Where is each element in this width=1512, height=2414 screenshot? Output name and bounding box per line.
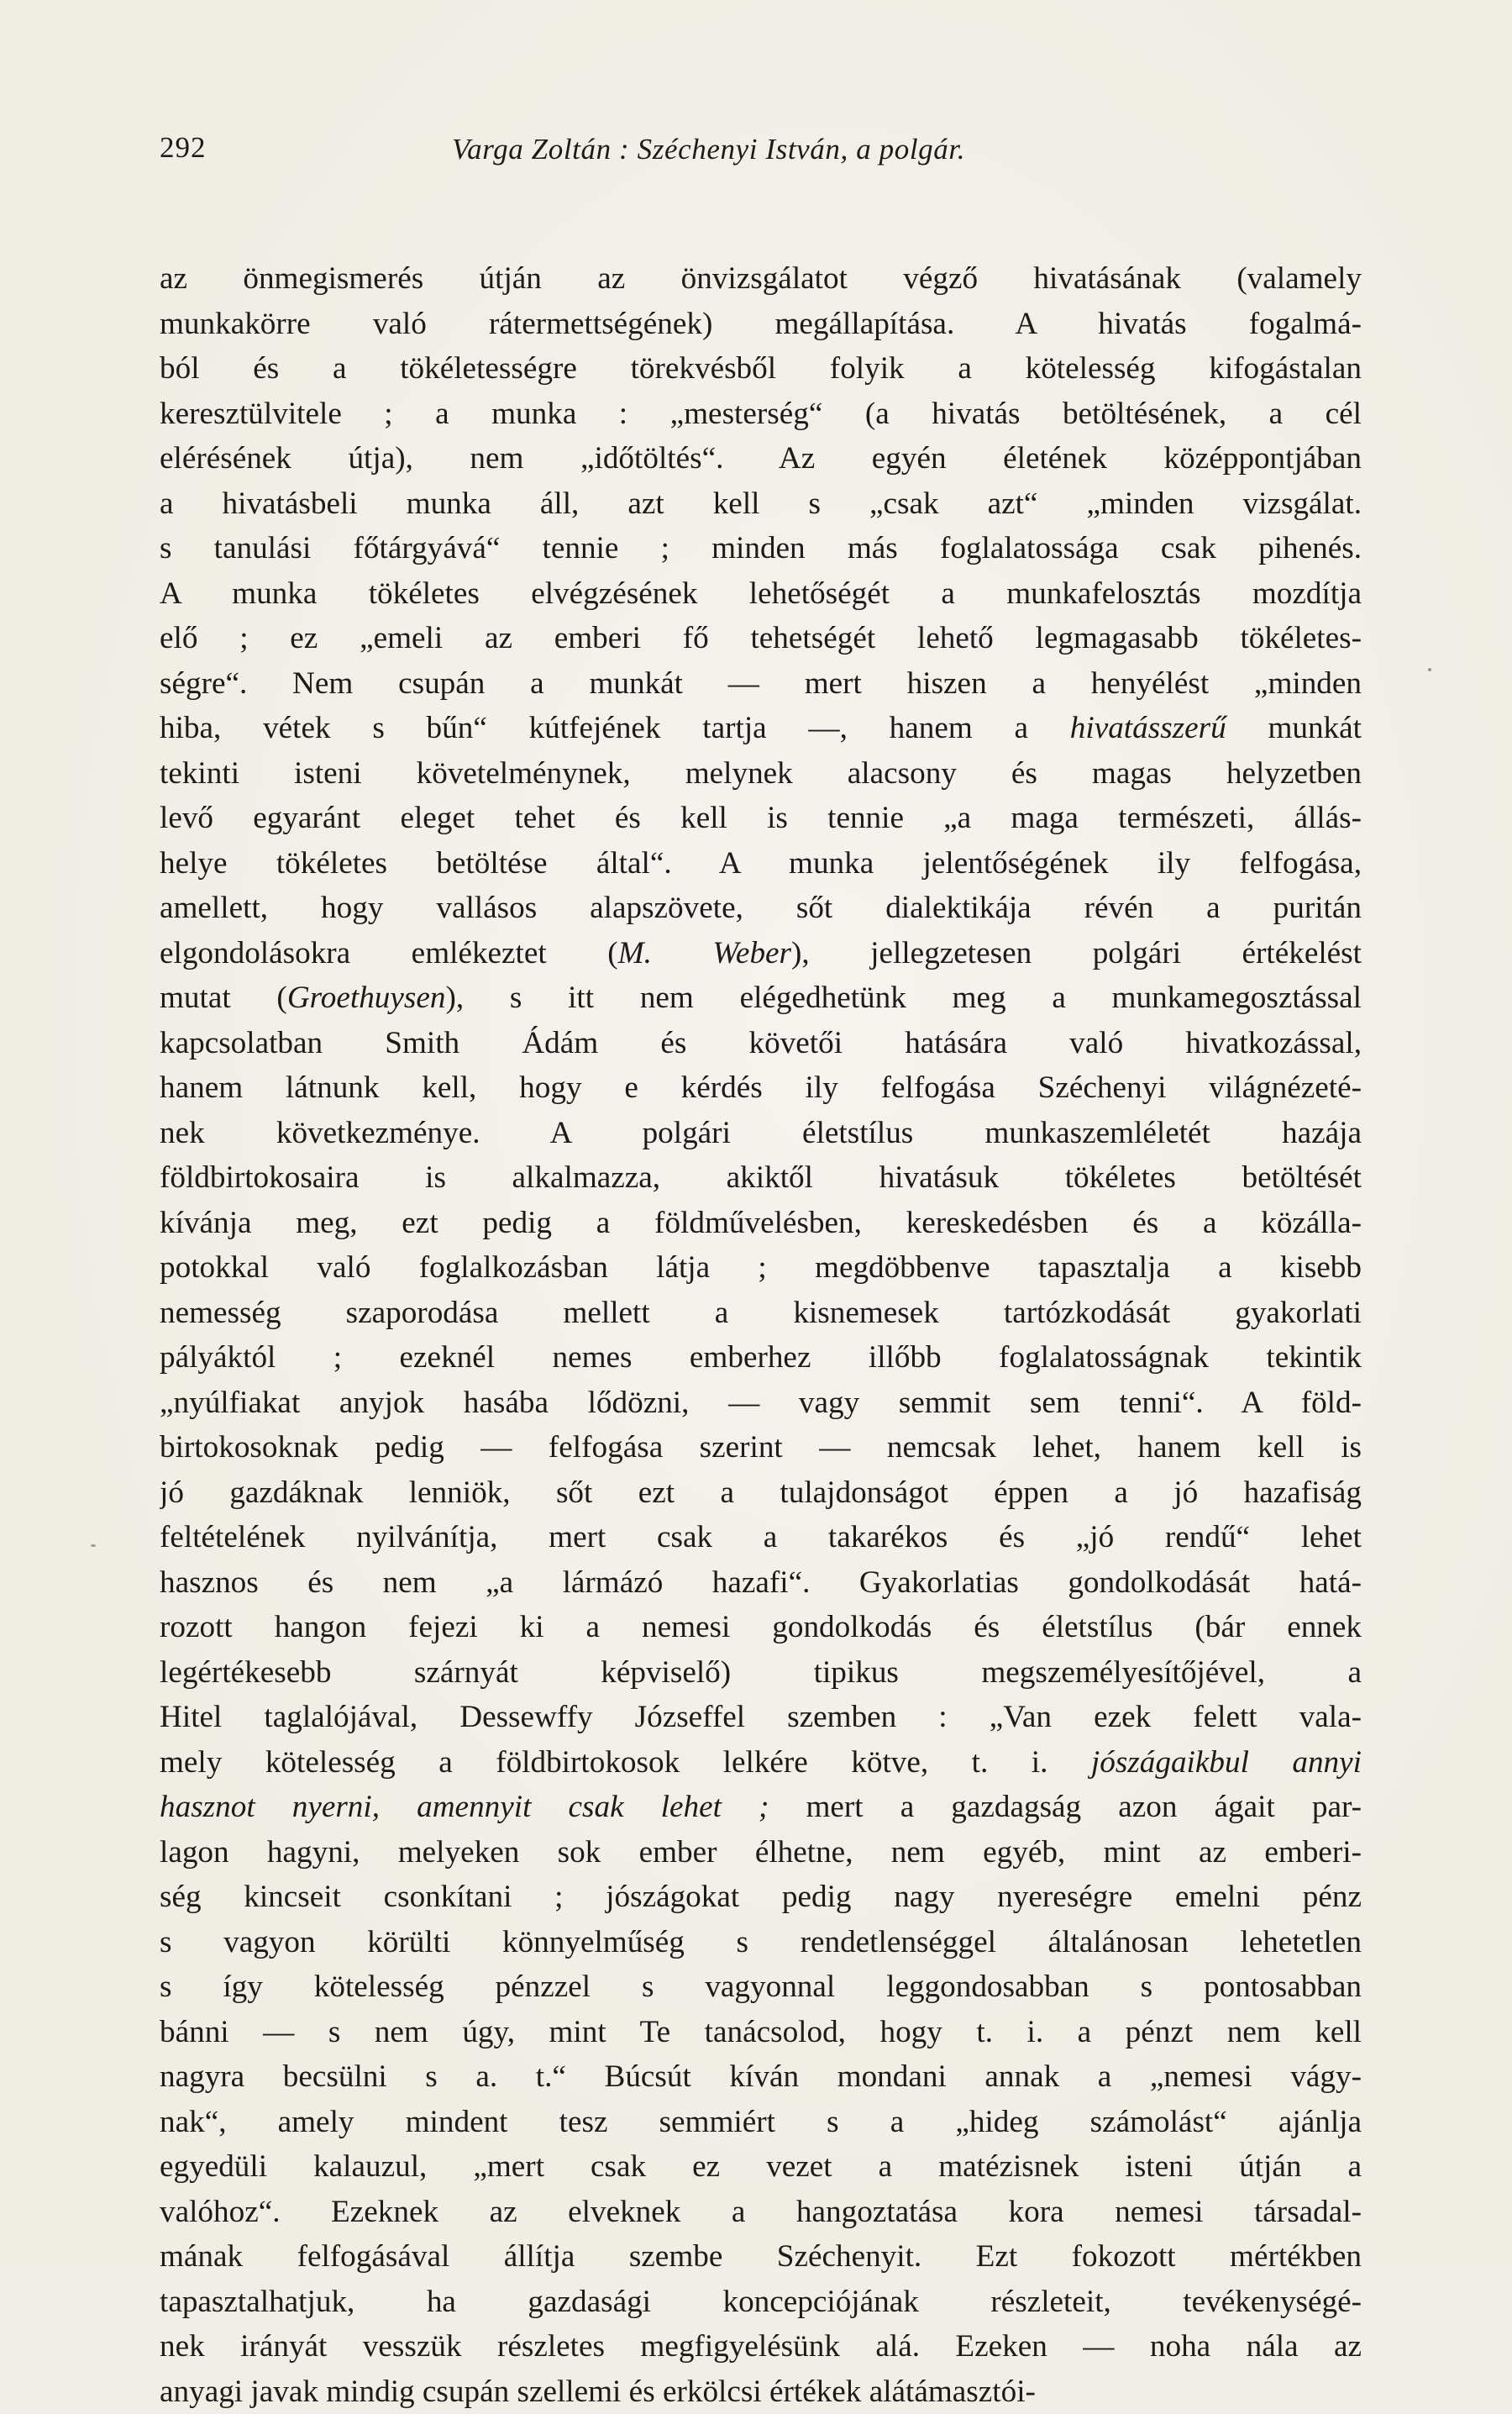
text-line: [160, 526, 1362, 571]
text-run: nemesség szaporodása mellett a kisnemesek tartózkodását gyakorlati: [160, 1296, 1362, 1330]
text-line: [160, 1964, 1362, 2010]
text-line: [160, 1830, 1362, 1875]
text-run: elgondolásokra emlékeztet (: [160, 936, 618, 970]
text-line: [160, 1695, 1362, 1740]
text-run: feltételének nyilvánítja, mert csak a takarékos és „jó rendű“ lehet: [160, 1520, 1362, 1554]
text-line: [160, 931, 1362, 976]
italic-text: hasznot nyerni, amennyit csak lehet ;: [160, 1790, 769, 1824]
text-run: legértékesebb szárnyát képviselő) tipikus megszemélyesítőjével, a: [160, 1655, 1362, 1690]
text-line: [160, 1785, 1362, 1830]
text-run: mutat (: [160, 981, 287, 1015]
text-line: [160, 886, 1362, 931]
text-line: [160, 796, 1362, 841]
text-run: földbirtokosaira is alkalmazza, akiktől hivatásuk tökéletes betöltését: [160, 1160, 1362, 1195]
text-run: nagyra becsülni s a. t.“ Búcsút kíván mondani annak a „nemesi vágy-: [160, 2059, 1362, 2094]
text-line: [160, 1425, 1362, 1470]
text-line: [160, 976, 1362, 1021]
text-run: tekinti isteni követelménynek, melynek alacsony és magas helyzetben: [160, 756, 1362, 791]
text-run: Hitel taglalójával, Dessewffy Józseffel szemben : „Van ezek felett vala-: [160, 1700, 1362, 1734]
text-line: [160, 2144, 1362, 2190]
text-run: pályáktól ; ezeknél nemes emberhez illőbb foglalatosságnak tekintik: [160, 1340, 1362, 1375]
text-line: [160, 1335, 1362, 1381]
text-line: [160, 1245, 1362, 1291]
text-run: „nyúlfiakat anyjok hasába lődözni, — vagy semmit sem tenni“. A föld-: [160, 1386, 1362, 1420]
text-run: bánni — s nem úgy, mint Te tanácsolod, hogy t. i. a pénzt nem kell: [160, 2015, 1362, 2049]
text-run: hiba, vétek s bűn“ kútfejének tartja —, hanem a: [160, 711, 1070, 745]
text-run: keresztülvitele ; a munka : „mesterség“ (a hivatás betöltésének, a cél: [160, 397, 1362, 431]
text-run: nak“, amely mindent tesz semmiért s a „hideg számolást“ ajánlja: [160, 2105, 1362, 2139]
text-line: [160, 706, 1362, 751]
text-line: [160, 346, 1362, 392]
paper-speck: [1428, 668, 1431, 671]
text-run: potokkal való foglalkozásban látja ; megdöbbenve tapasztalja a kisebb: [160, 1250, 1362, 1285]
text-run: ), jellegzetesen polgári értékelést: [791, 936, 1362, 970]
text-run: amellett, hogy vallásos alapszövete, sőt dialektikája révén a puritán: [160, 891, 1362, 925]
text-run: s vagyon körülti könnyelműség s rendetlenséggel általánosan lehetetlen: [160, 1925, 1362, 1959]
text-run: ból és a tökéletességre törekvésből folyik a kötelesség kifogástalan: [160, 351, 1362, 386]
text-line: [160, 1515, 1362, 1560]
text-line: [160, 1021, 1362, 1066]
text-line: [160, 2280, 1362, 2325]
text-run: nek irányát vesszük részletes megfigyelésünk alá. Ezeken — noha nála az: [160, 2329, 1362, 2364]
text-line: [160, 616, 1362, 661]
text-run: kívánja meg, ezt pedig a földművelésben, kereskedésben és a közálla-: [160, 1206, 1362, 1240]
text-line: [160, 2010, 1362, 2055]
text-run: mának felfogásával állítja szembe Széchenyit. Ezt fokozott mértékben: [160, 2239, 1362, 2274]
italic-text: hivatásszerű: [1070, 711, 1226, 745]
italic-text: jószágaikbul annyi: [1091, 1745, 1362, 1780]
text-line: [160, 1470, 1362, 1516]
text-run: ), s itt nem elégedhetünk meg a munkamegosztással: [445, 981, 1362, 1015]
text-line: [160, 751, 1362, 797]
text-run: rozott hangon fejezi ki a nemesi gondolkodás és életstílus (bár ennek: [160, 1610, 1362, 1644]
text-run: A munka tökéletes elvégzésének lehetőségét a munkafelosztás mozdítja: [160, 576, 1362, 611]
text-run: levő egyaránt eleget tehet és kell is tennie „a maga természeti, állás-: [160, 801, 1362, 835]
paper-speck: [91, 1544, 96, 1547]
text-run: munkakörre való rátermettségének) megállapítása. A hivatás fogalmá-: [160, 307, 1362, 341]
text-run: munkát: [1226, 711, 1362, 745]
text-line: [160, 256, 1362, 302]
text-line: [160, 481, 1362, 527]
text-run: s tanulási főtárgyává“ tennie ; minden más foglalatossága csak pihenés.: [160, 531, 1362, 565]
text-run: tapasztalhatjuk, ha gazdasági koncepciójának részleteit, tevékenységé-: [160, 2285, 1362, 2319]
text-run: a hivatásbeli munka áll, azt kell s „csak azt“ „minden vizsgálat.: [160, 486, 1362, 521]
text-line: [160, 2369, 1362, 2414]
text-line: [160, 1065, 1362, 1111]
text-run: lagon hagyni, melyeken sok ember élhetne, nem egyéb, mint az emberi-: [160, 1835, 1362, 1870]
text-run: hanem látnunk kell, hogy e kérdés ily felfogása Széchenyi világnézeté-: [160, 1070, 1362, 1105]
text-line: [160, 1740, 1362, 1786]
text-line: [160, 1155, 1362, 1201]
page-header: [160, 126, 1361, 176]
text-run: valóhoz“. Ezeknek az elveknek a hangoztatása kora nemesi társadal-: [160, 2195, 1362, 2229]
text-line: [160, 661, 1362, 707]
text-run: ség kincseit csonkítani ; jószágokat pedig nagy nyereségre emelni pénz: [160, 1880, 1362, 1914]
text-line: [160, 1920, 1362, 1965]
text-line: [160, 1381, 1362, 1426]
text-run: ségre“. Nem csupán a munkát — mert hiszen a henyélést „minden: [160, 666, 1362, 701]
text-run: elő ; ez „emeli az emberi fő tehetségét lehető legmagasabb tökéletes-: [160, 621, 1362, 655]
page-number: 292: [160, 131, 207, 165]
text-run: egyedüli kalauzul, „mert csak ez vezet a matézisnek isteni útján a: [160, 2149, 1362, 2184]
text-line: [160, 841, 1362, 886]
italic-text: M. Weber: [618, 936, 791, 970]
text-line: [160, 1111, 1362, 1156]
text-run: hasznos és nem „a lármázó hazafi“. Gyakorlatias gondolkodását hatá-: [160, 1565, 1362, 1600]
text-run: helye tökéletes betöltése által“. A munka jelentőségének ily felfogása,: [160, 846, 1362, 881]
text-line: [160, 2234, 1362, 2280]
text-run: mert a gazdagság azon ágait par-: [769, 1790, 1362, 1824]
text-run: birtokosoknak pedig — felfogása szerint — nemcsak lehet, hanem kell is: [160, 1430, 1362, 1465]
text-run: mely kötelesség a földbirtokosok lelkére kötve, t. i.: [160, 1745, 1091, 1780]
body-text: [160, 256, 1362, 2414]
text-line: [160, 2054, 1362, 2100]
text-run: kapcsolatban Smith Ádám és követői hatására való hivatkozással,: [160, 1026, 1362, 1060]
text-line: [160, 2100, 1362, 2145]
text-line: [160, 1560, 1362, 1606]
text-line: [160, 2190, 1362, 2235]
text-run: s így kötelesség pénzzel s vagyonnal leggondosabban s pontosabban: [160, 1970, 1362, 2004]
text-line: [160, 1875, 1362, 1920]
text-line: [160, 571, 1362, 617]
text-line: [160, 302, 1362, 347]
text-line: [160, 1291, 1362, 1336]
text-line: [160, 1605, 1362, 1650]
text-run: anyagi javak mindig csupán szellemi és erkölcsi értékek alátámasztói-: [160, 2375, 1036, 2409]
text-line: [160, 2324, 1362, 2369]
text-run: nek következménye. A polgári életstílus munkaszemléletét hazája: [160, 1116, 1362, 1150]
text-line: [160, 392, 1362, 437]
text-line: [160, 1201, 1362, 1246]
text-run: az önmegismerés útján az önvizsgálatot végző hivatásának (valamely: [160, 261, 1362, 296]
text-line: [160, 1650, 1362, 1696]
running-head: Varga Zoltán : Széchenyi István, a polgár.: [452, 133, 965, 166]
text-run: elérésének útja), nem „időtöltés“. Az egyén életének középpontjában: [160, 441, 1362, 476]
text-line: [160, 436, 1362, 481]
italic-text: Groethuysen: [287, 981, 446, 1015]
text-run: jó gazdáknak lenniök, sőt ezt a tulajdonságot éppen a jó hazafiság: [160, 1475, 1362, 1510]
